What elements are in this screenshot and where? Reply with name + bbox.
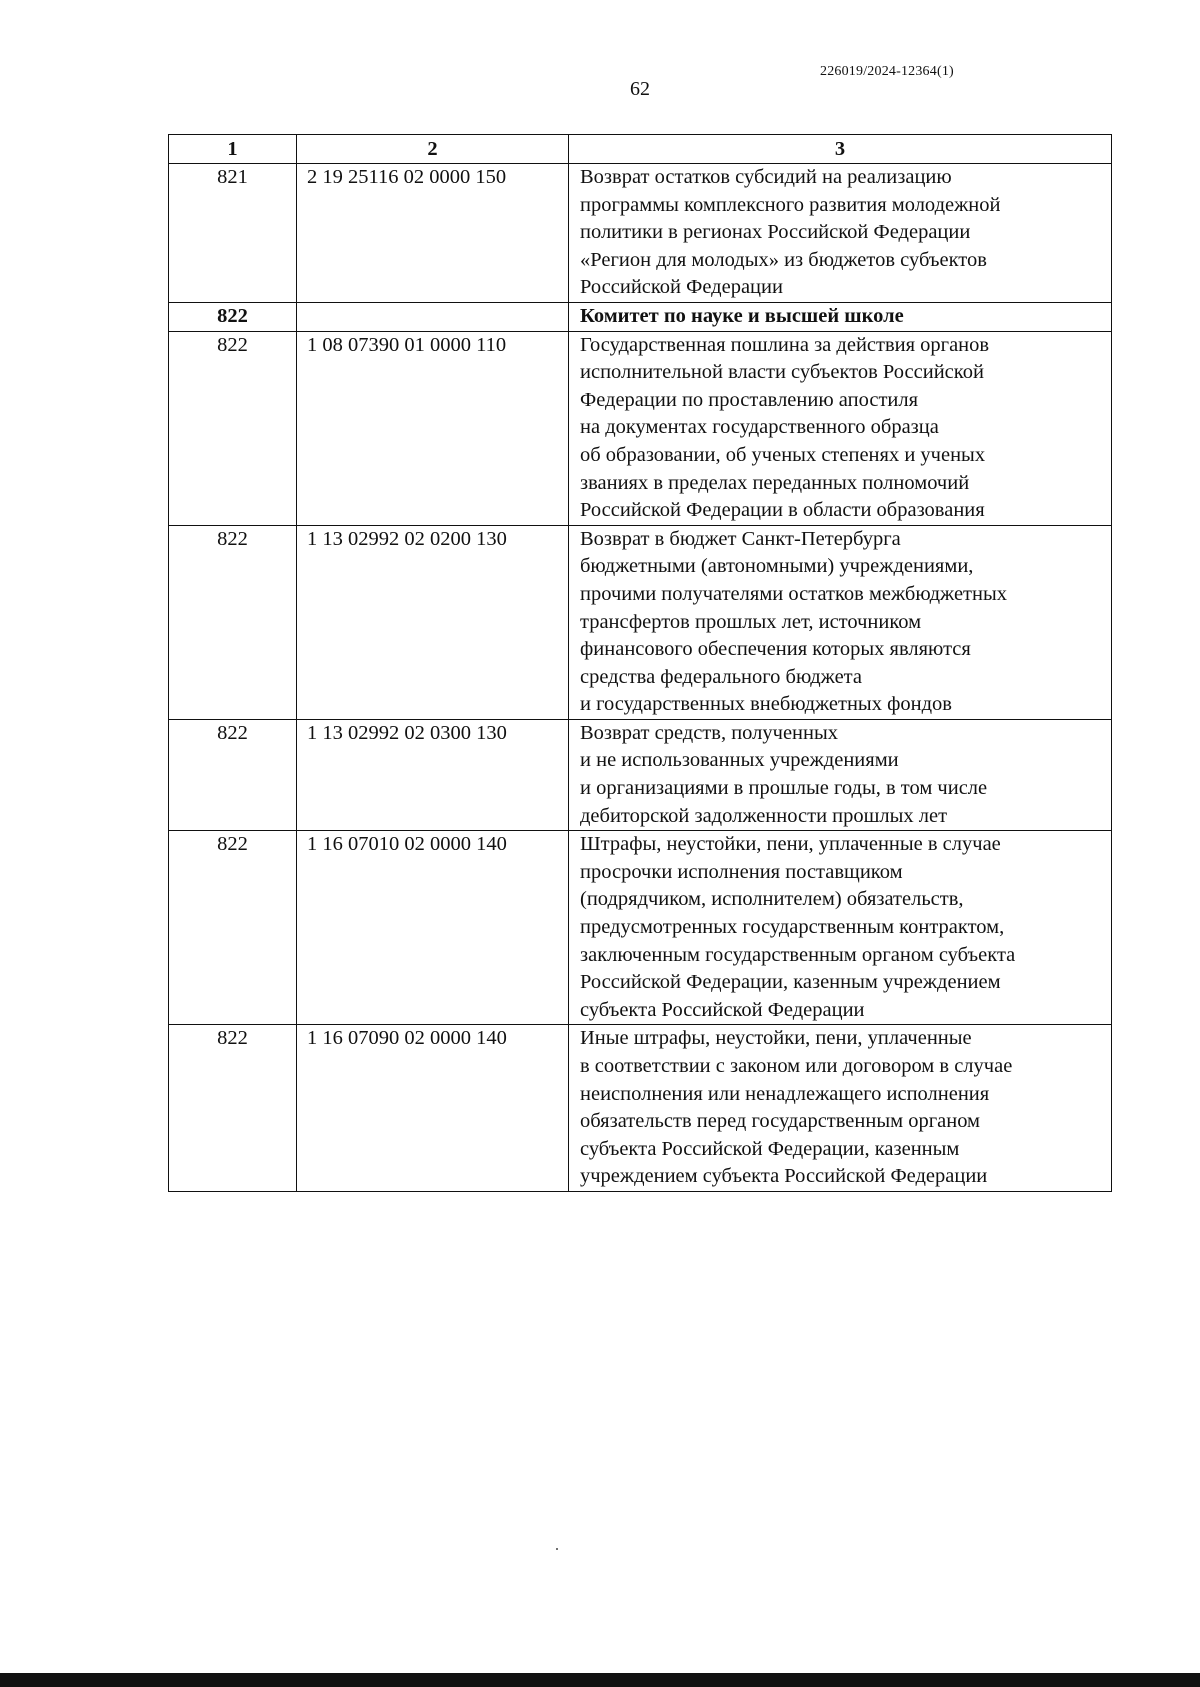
description-line: политики в регионах Российской Федерации bbox=[580, 221, 971, 244]
budget-classification-code-cell bbox=[297, 302, 569, 331]
column-header-3: 3 bbox=[569, 135, 1112, 164]
table-row bbox=[169, 164, 1112, 303]
document-registration-number: 226019/2024-12364(1) bbox=[820, 64, 954, 79]
table-row bbox=[169, 331, 1112, 525]
description-line: Российской Федерации, казенным учреждением bbox=[580, 971, 1001, 994]
description-line: исполнительной власти субъектов Российской bbox=[580, 361, 984, 384]
admin-code-cell: 822 bbox=[169, 302, 297, 331]
description-line: Штрафы, неустойки, пени, уплаченные в случае bbox=[580, 833, 1001, 856]
description-line: прочими получателями остатков межбюджетных bbox=[580, 582, 1007, 605]
description-line: обязательств перед государственным органом bbox=[580, 1110, 981, 1133]
description-line: Возврат в бюджет Санкт-Петербурга bbox=[580, 527, 901, 550]
description-line: программы комплексного развития молодежной bbox=[580, 193, 1001, 216]
description-line: об образовании, об ученых степенях и ученых bbox=[580, 443, 986, 466]
description-line: неисполнения или ненадлежащего исполнения bbox=[580, 1082, 990, 1105]
description-cell bbox=[569, 331, 1112, 525]
column-header-1: 1 bbox=[169, 135, 297, 164]
description-cell bbox=[569, 1025, 1112, 1192]
column-header-2: 2 bbox=[297, 135, 569, 164]
section-header-row bbox=[169, 302, 1112, 331]
description-line: званиях в пределах переданных полномочий bbox=[580, 471, 970, 494]
description-line: «Регион для молодых» из бюджетов субъектов bbox=[580, 248, 987, 271]
description-line: бюджетными (автономными) учреждениями, bbox=[580, 555, 974, 578]
description-line: и не использованных учреждениями bbox=[580, 749, 899, 772]
description-cell bbox=[569, 719, 1112, 830]
description-line: (подрядчиком, исполнителем) обязательств, bbox=[580, 888, 964, 911]
description-line: и государственных внебюджетных фондов bbox=[580, 693, 952, 716]
description-line: дебиторской задолженности прошлых лет bbox=[580, 804, 948, 827]
description-line: Комитет по науке и высшей школе bbox=[580, 304, 904, 327]
description-line: Возврат остатков субсидий на реализацию bbox=[580, 166, 952, 188]
budget-classification-code-cell: 1 16 07090 02 0000 140 bbox=[297, 1025, 569, 1192]
description-line: Государственная пошлина за действия органов bbox=[580, 333, 990, 356]
description-line: финансового обеспечения которых являются bbox=[580, 638, 971, 661]
admin-code-cell: 822 bbox=[169, 331, 297, 525]
description-line: субъекта Российской Федерации bbox=[580, 998, 865, 1021]
description-line: Российской Федерации bbox=[580, 276, 783, 299]
description-line: Российской Федерации в области образования bbox=[580, 499, 985, 522]
description-line: Возврат средств, полученных bbox=[580, 721, 839, 744]
description-line: в соответствии с законом или договором в случае bbox=[580, 1055, 1013, 1077]
description-line: на документах государственного образца bbox=[580, 416, 939, 439]
budget-classification-code-cell: 1 13 02992 02 0200 130 bbox=[297, 525, 569, 719]
description-cell bbox=[569, 831, 1112, 1025]
description-line: средства федерального бюджета bbox=[580, 665, 862, 688]
scan-bottom-edge bbox=[0, 1673, 1200, 1687]
admin-code-cell: 822 bbox=[169, 1025, 297, 1192]
description-line: Федерации по проставлению апостиля bbox=[580, 388, 919, 411]
description-line: субъекта Российской Федерации, казенным bbox=[580, 1137, 960, 1160]
description-cell bbox=[569, 302, 1112, 331]
description-line: трансфертов прошлых лет, источником bbox=[580, 610, 922, 633]
admin-code-cell: 822 bbox=[169, 719, 297, 830]
description-line: Иные штрафы, неустойки, пени, уплаченные bbox=[580, 1027, 972, 1050]
budget-classification-code-cell: 1 16 07010 02 0000 140 bbox=[297, 831, 569, 1025]
budget-classification-code-cell: 1 08 07390 01 0000 110 bbox=[297, 331, 569, 525]
admin-code-cell: 821 bbox=[169, 164, 297, 303]
admin-code-cell: 822 bbox=[169, 831, 297, 1025]
table-row bbox=[169, 831, 1112, 1025]
table-body bbox=[169, 164, 1112, 1192]
admin-code-cell: 822 bbox=[169, 525, 297, 719]
table-row bbox=[169, 525, 1112, 719]
description-line: просрочки исполнения поставщиком bbox=[580, 860, 903, 883]
scan-speck bbox=[556, 1548, 558, 1550]
budget-classification-code-cell: 2 19 25116 02 0000 150 bbox=[297, 164, 569, 303]
description-line: предусмотренных государственным контрактом, bbox=[580, 916, 1005, 939]
table-header-row bbox=[169, 135, 1112, 164]
budget-codes-table bbox=[168, 134, 1112, 1192]
description-line: и организациями в прошлые годы, в том числе bbox=[580, 777, 988, 800]
description-line: учреждением субъекта Российской Федерации bbox=[580, 1165, 988, 1188]
table-row bbox=[169, 1025, 1112, 1192]
description-line: заключенным государственным органом субъекта bbox=[580, 943, 1016, 966]
budget-classification-code-cell: 1 13 02992 02 0300 130 bbox=[297, 719, 569, 830]
table-row bbox=[169, 719, 1112, 830]
page-number: 62 bbox=[630, 78, 650, 100]
description-cell bbox=[569, 164, 1112, 303]
description-cell bbox=[569, 525, 1112, 719]
